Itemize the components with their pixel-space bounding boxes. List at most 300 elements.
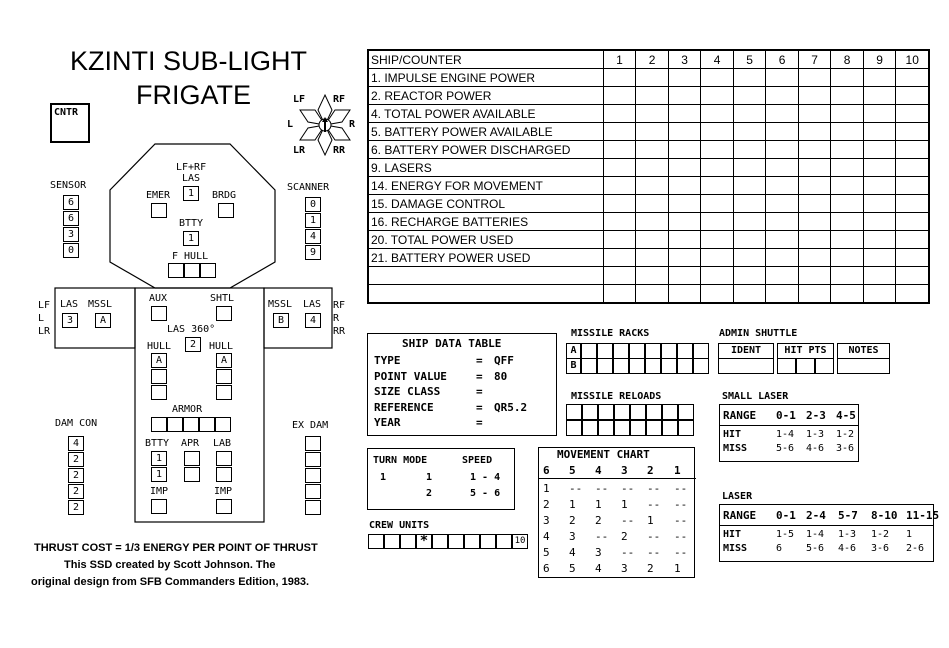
- ship-data-title: SHIP DATA TABLE: [402, 337, 502, 350]
- las360-label: LAS 360°: [167, 324, 216, 335]
- crew-unit-box[interactable]: [448, 534, 464, 549]
- crew-unit-box[interactable]: 10: [512, 534, 528, 549]
- power-cell[interactable]: [863, 141, 896, 159]
- power-cell[interactable]: [863, 231, 896, 249]
- lab-box[interactable]: [216, 451, 232, 466]
- left-laser-box[interactable]: 3: [62, 313, 78, 328]
- movement-cell: --: [621, 546, 635, 559]
- power-cell[interactable]: [766, 195, 799, 213]
- left-hull-box[interactable]: [151, 369, 167, 384]
- scanner-box[interactable]: 4: [305, 229, 321, 244]
- missile-reload-box[interactable]: [566, 404, 582, 420]
- power-cell[interactable]: [733, 123, 766, 141]
- right-arc-label: RF R RR: [333, 300, 346, 337]
- bridge-box[interactable]: [218, 203, 234, 218]
- missile-reload-box[interactable]: [646, 404, 662, 420]
- power-cell[interactable]: [701, 177, 734, 195]
- turn-mode-table: [367, 448, 515, 510]
- shuttle-hit-box[interactable]: [777, 358, 796, 374]
- shuttle-ident-field[interactable]: [718, 358, 774, 374]
- dam-con-box[interactable]: 2: [68, 468, 84, 483]
- shuttle-notes-field[interactable]: [837, 358, 890, 374]
- compass-rr: RR: [333, 145, 346, 156]
- missile-reload-box[interactable]: [678, 420, 694, 436]
- power-cell[interactable]: [733, 195, 766, 213]
- power-cell[interactable]: [636, 213, 669, 231]
- sensor-box[interactable]: 0: [63, 243, 79, 258]
- power-cell[interactable]: [831, 141, 864, 159]
- crew-unit-box[interactable]: [400, 534, 416, 549]
- laser-miss-value: 5-6: [806, 543, 825, 554]
- missile-rack-box[interactable]: [597, 343, 613, 359]
- power-row: [368, 105, 929, 123]
- power-cell[interactable]: [798, 87, 831, 105]
- power-row: [368, 285, 929, 304]
- missile-rack-box[interactable]: [581, 358, 597, 374]
- power-cell[interactable]: [896, 105, 929, 123]
- ex-dam-box[interactable]: [305, 500, 321, 515]
- crew-unit-box[interactable]: *: [416, 534, 432, 549]
- crew-unit-box[interactable]: [464, 534, 480, 549]
- left-hull-box[interactable]: [151, 385, 167, 400]
- power-cell[interactable]: [896, 285, 929, 304]
- missile-rack-box[interactable]: [581, 343, 597, 359]
- power-cell[interactable]: [766, 123, 799, 141]
- power-cell[interactable]: [603, 141, 636, 159]
- laser-hit-value: HIT: [723, 529, 742, 540]
- power-cell[interactable]: [798, 213, 831, 231]
- power-cell[interactable]: [701, 231, 734, 249]
- power-cell[interactable]: [798, 159, 831, 177]
- sensor-box[interactable]: 6: [63, 211, 79, 226]
- power-cell[interactable]: [668, 231, 701, 249]
- power-cell[interactable]: [863, 249, 896, 267]
- emer-box[interactable]: [151, 203, 167, 218]
- missile-rack-label: A: [566, 343, 581, 359]
- power-cell[interactable]: [668, 105, 701, 123]
- power-cell[interactable]: [798, 249, 831, 267]
- power-cell[interactable]: [701, 285, 734, 304]
- credit-line1: This SSD created by Scott Johnson. The: [64, 559, 276, 571]
- movement-cell: 2: [569, 514, 576, 527]
- power-cell[interactable]: [863, 159, 896, 177]
- aux-box[interactable]: [151, 306, 167, 321]
- counter-column-header: 10: [896, 50, 929, 69]
- movement-cell: 2: [621, 530, 628, 543]
- power-cell[interactable]: [701, 159, 734, 177]
- dam-con-box[interactable]: 4: [68, 436, 84, 451]
- small_laser-range-header: 0-1: [776, 409, 796, 422]
- armor-box[interactable]: [151, 417, 167, 432]
- power-cell[interactable]: [798, 195, 831, 213]
- power-cell[interactable]: [733, 87, 766, 105]
- power-cell[interactable]: [701, 87, 734, 105]
- power-cell[interactable]: [896, 141, 929, 159]
- small_laser-miss-value: 4-6: [806, 443, 825, 454]
- laser-range-header: 11-15: [906, 509, 940, 522]
- power-cell[interactable]: [668, 213, 701, 231]
- power-cell[interactable]: [603, 87, 636, 105]
- missile-reload-box[interactable]: [646, 420, 662, 436]
- power-cell[interactable]: [831, 177, 864, 195]
- power-cell[interactable]: [766, 177, 799, 195]
- armor-box[interactable]: [215, 417, 231, 432]
- power-cell[interactable]: [603, 159, 636, 177]
- title-line2: FRIGATE: [136, 80, 252, 110]
- missile-rack-box[interactable]: [693, 358, 709, 374]
- power-cell[interactable]: [701, 69, 734, 87]
- power-cell[interactable]: [701, 195, 734, 213]
- crew-units-title: CREW UNITS: [369, 520, 430, 531]
- power-cell[interactable]: [603, 267, 636, 285]
- apr-box[interactable]: [184, 467, 200, 482]
- power-cell[interactable]: [766, 267, 799, 285]
- power-cell[interactable]: [603, 177, 636, 195]
- missile-racks-title: MISSILE RACKS: [571, 328, 650, 339]
- f-hull-box[interactable]: [184, 263, 200, 278]
- power-cell[interactable]: [863, 195, 896, 213]
- crew-unit-box[interactable]: [368, 534, 384, 549]
- right-missile-box[interactable]: B: [273, 313, 289, 328]
- crew-unit-box[interactable]: [384, 534, 400, 549]
- right-las-label: LAS: [303, 299, 322, 310]
- power-cell[interactable]: [733, 69, 766, 87]
- movement-cell: 3: [595, 546, 602, 559]
- power-row-label: 9. LASERS: [368, 159, 603, 177]
- power-cell[interactable]: [701, 105, 734, 123]
- ex-dam-box[interactable]: [305, 436, 321, 451]
- power-cell[interactable]: [701, 141, 734, 159]
- power-cell[interactable]: [863, 285, 896, 304]
- right-mssl-label: MSSL: [268, 299, 293, 310]
- power-row-label: 21. BATTERY POWER USED: [368, 249, 603, 267]
- movement-cell: 1: [647, 514, 654, 527]
- power-cell[interactable]: [733, 177, 766, 195]
- armor-box[interactable]: [167, 417, 183, 432]
- shuttle-hit-box[interactable]: [815, 358, 834, 374]
- right-laser-box[interactable]: 4: [305, 313, 321, 328]
- dam-con-box[interactable]: 2: [68, 484, 84, 499]
- power-cell[interactable]: [636, 87, 669, 105]
- missile-rack-box[interactable]: [629, 343, 645, 359]
- power-cell[interactable]: [668, 195, 701, 213]
- power-cell[interactable]: [863, 87, 896, 105]
- power-cell[interactable]: [701, 249, 734, 267]
- power-cell[interactable]: [701, 267, 734, 285]
- movement-cell: 3: [543, 514, 550, 527]
- apr-box[interactable]: [184, 451, 200, 466]
- power-cell[interactable]: [733, 249, 766, 267]
- ex-dam-label: EX DAM: [292, 420, 329, 431]
- power-cell[interactable]: [766, 69, 799, 87]
- power-cell[interactable]: [733, 285, 766, 304]
- turn-speed-value: 2: [426, 488, 433, 499]
- movement-cell: 2: [595, 514, 602, 527]
- missile-reload-box[interactable]: [662, 420, 678, 436]
- power-row: [368, 249, 929, 267]
- power-cell[interactable]: [896, 177, 929, 195]
- counter-column-header: 1: [603, 50, 636, 69]
- power-cell[interactable]: [668, 285, 701, 304]
- armor-box[interactable]: [199, 417, 215, 432]
- power-cell[interactable]: [863, 213, 896, 231]
- btty-rear-label: BTTY: [145, 438, 170, 449]
- missile-reload-box[interactable]: [614, 420, 630, 436]
- power-cell[interactable]: [766, 159, 799, 177]
- power-cell[interactable]: [766, 141, 799, 159]
- power-cell[interactable]: [636, 285, 669, 304]
- power-cell[interactable]: [896, 195, 929, 213]
- battery-rear-box[interactable]: 1: [151, 451, 167, 466]
- movement-cell: 5: [569, 562, 576, 575]
- title-line1: KZINTI SUB-LIGHT: [70, 46, 308, 76]
- counter-column-header: 9: [863, 50, 896, 69]
- power-cell[interactable]: [831, 159, 864, 177]
- missile-rack-box[interactable]: [613, 343, 629, 359]
- missile-reload-box[interactable]: [582, 420, 598, 436]
- power-cell[interactable]: [603, 105, 636, 123]
- movement-cell: 1: [595, 498, 602, 511]
- power-cell[interactable]: [798, 123, 831, 141]
- scanner-label: SCANNER: [287, 182, 330, 193]
- power-cell[interactable]: [603, 213, 636, 231]
- power-cell[interactable]: [863, 177, 896, 195]
- power-cell[interactable]: [636, 123, 669, 141]
- missile-rack-box[interactable]: [645, 358, 661, 374]
- front-laser-box[interactable]: 1: [183, 186, 199, 201]
- front-arc-label: LF+RF: [176, 162, 207, 173]
- power-cell[interactable]: [896, 231, 929, 249]
- dam-con-box[interactable]: 2: [68, 500, 84, 515]
- missile-rack-box[interactable]: [677, 343, 693, 359]
- power-cell[interactable]: [668, 123, 701, 141]
- compass-lf: LF: [293, 94, 306, 105]
- laser-range-header: 5-7: [838, 509, 858, 522]
- left-hull-label: HULL: [147, 341, 172, 352]
- power-cell[interactable]: [831, 213, 864, 231]
- right-hull-box[interactable]: A: [216, 353, 232, 368]
- power-cell[interactable]: [863, 69, 896, 87]
- power-cell[interactable]: [668, 69, 701, 87]
- power-cell[interactable]: [831, 69, 864, 87]
- sensor-box[interactable]: 6: [63, 195, 79, 210]
- shtl-label: SHTL: [210, 293, 235, 304]
- power-cell[interactable]: [896, 87, 929, 105]
- ex-dam-box[interactable]: [305, 484, 321, 499]
- right-hull-box[interactable]: [216, 369, 232, 384]
- power-cell[interactable]: [863, 105, 896, 123]
- crew-unit-box[interactable]: [432, 534, 448, 549]
- scanner-box[interactable]: 9: [305, 245, 321, 260]
- power-cell[interactable]: [603, 195, 636, 213]
- f-hull-box[interactable]: [200, 263, 216, 278]
- crew-unit-box[interactable]: [480, 534, 496, 549]
- counter-column-header: 4: [701, 50, 734, 69]
- power-cell[interactable]: [798, 69, 831, 87]
- power-row-label: 5. BATTERY POWER AVAILABLE: [368, 123, 603, 141]
- power-cell[interactable]: [668, 267, 701, 285]
- power-cell[interactable]: [831, 267, 864, 285]
- left-las-label: LAS: [60, 299, 79, 310]
- power-cell[interactable]: [766, 105, 799, 123]
- power-cell[interactable]: [733, 231, 766, 249]
- laser-hit-value: 1-5: [776, 529, 795, 540]
- power-cell[interactable]: [831, 123, 864, 141]
- power-cell[interactable]: [668, 159, 701, 177]
- movement-cell: 2: [543, 498, 550, 511]
- sensor-box[interactable]: 3: [63, 227, 79, 242]
- battery-front-box[interactable]: 1: [183, 231, 199, 246]
- power-cell[interactable]: [896, 159, 929, 177]
- power-cell[interactable]: [831, 87, 864, 105]
- missile-reload-box[interactable]: [582, 404, 598, 420]
- power-cell[interactable]: [668, 141, 701, 159]
- power-cell[interactable]: [863, 123, 896, 141]
- power-cell[interactable]: [831, 231, 864, 249]
- power-cell[interactable]: [636, 159, 669, 177]
- power-cell[interactable]: [668, 249, 701, 267]
- ship-data-eq: =: [476, 400, 483, 414]
- power-cell[interactable]: [863, 267, 896, 285]
- left-hull-box[interactable]: A: [151, 353, 167, 368]
- ship-data-key: SIZE CLASS: [374, 385, 441, 398]
- left-missile-box[interactable]: A: [95, 313, 111, 328]
- power-cell[interactable]: [636, 69, 669, 87]
- power-cell[interactable]: [668, 87, 701, 105]
- lab-box[interactable]: [216, 467, 232, 482]
- power-cell[interactable]: [831, 195, 864, 213]
- power-cell[interactable]: [831, 285, 864, 304]
- missile-rack-box[interactable]: [693, 343, 709, 359]
- power-cell[interactable]: [636, 105, 669, 123]
- ship-data-key: YEAR: [374, 416, 401, 429]
- scanner-box[interactable]: 0: [305, 197, 321, 212]
- shuttle-box[interactable]: [216, 306, 232, 321]
- power-cell[interactable]: [636, 249, 669, 267]
- power-cell[interactable]: [733, 213, 766, 231]
- turn-mode-value: 1: [380, 472, 387, 483]
- missile-reload-box[interactable]: [566, 420, 582, 436]
- power-cell[interactable]: [603, 285, 636, 304]
- power-cell[interactable]: [603, 69, 636, 87]
- power-cell[interactable]: [733, 159, 766, 177]
- power-cell[interactable]: [733, 267, 766, 285]
- ex-dam-box[interactable]: [305, 468, 321, 483]
- thrust-note: THRUST COST = 1/3 ENERGY PER POINT OF THRUST: [34, 542, 318, 554]
- small_laser-miss-value: 5-6: [776, 443, 795, 454]
- power-cell[interactable]: [798, 267, 831, 285]
- missile-rack-box[interactable]: [613, 358, 629, 374]
- power-cell[interactable]: [701, 213, 734, 231]
- laser-title: LASER: [722, 491, 753, 502]
- missile-rack-box[interactable]: [661, 358, 677, 374]
- las360-box[interactable]: 2: [185, 337, 201, 352]
- power-row-label: 15. DAMAGE CONTROL: [368, 195, 603, 213]
- dam-con-box[interactable]: 2: [68, 452, 84, 467]
- missile-reload-box[interactable]: [598, 420, 614, 436]
- movement-speed-header: 4: [595, 464, 602, 477]
- power-cell[interactable]: [766, 87, 799, 105]
- power-cell[interactable]: [668, 177, 701, 195]
- missile-reload-box[interactable]: [678, 404, 694, 420]
- power-cell[interactable]: [896, 123, 929, 141]
- missile-rack-box[interactable]: [645, 343, 661, 359]
- power-cell[interactable]: [766, 231, 799, 249]
- power-cell[interactable]: [766, 249, 799, 267]
- ship-data-key: REFERENCE: [374, 400, 434, 414]
- power-cell[interactable]: [798, 285, 831, 304]
- f-hull-box[interactable]: [168, 263, 184, 278]
- power-cell[interactable]: [733, 141, 766, 159]
- apr-label: APR: [181, 438, 200, 449]
- missile-reload-box[interactable]: [662, 404, 678, 420]
- power-row: [368, 267, 929, 285]
- battery-rear-box[interactable]: 1: [151, 467, 167, 482]
- right-imp-label: IMP: [214, 486, 233, 497]
- left-impulse-box[interactable]: [151, 499, 167, 514]
- power-row-label: [368, 285, 603, 304]
- crew-unit-box[interactable]: [496, 534, 512, 549]
- ex-dam-box[interactable]: [305, 452, 321, 467]
- power-cell[interactable]: [896, 249, 929, 267]
- power-cell[interactable]: [896, 267, 929, 285]
- ship-data-eq: =: [476, 416, 483, 429]
- shuttle-hit-box[interactable]: [796, 358, 815, 374]
- right-impulse-box[interactable]: [216, 499, 232, 514]
- right-hull-box[interactable]: [216, 385, 232, 400]
- armor-box[interactable]: [183, 417, 199, 432]
- power-cell[interactable]: [798, 231, 831, 249]
- missile-reload-box[interactable]: [630, 404, 646, 420]
- missile-rack-box[interactable]: [661, 343, 677, 359]
- power-cell[interactable]: [896, 69, 929, 87]
- power-cell[interactable]: [603, 123, 636, 141]
- aux-label: AUX: [149, 293, 168, 304]
- power-cell[interactable]: [636, 267, 669, 285]
- power-cell[interactable]: [766, 213, 799, 231]
- power-cell[interactable]: [603, 231, 636, 249]
- power-cell[interactable]: [733, 105, 766, 123]
- power-table-header-row: [368, 50, 929, 69]
- small_laser-range-header: 2-3: [806, 409, 826, 422]
- power-cell[interactable]: [636, 195, 669, 213]
- power-row: [368, 87, 929, 105]
- missile-rack-box[interactable]: [597, 358, 613, 374]
- missile-reload-box[interactable]: [630, 420, 646, 436]
- missile-rack-box[interactable]: [629, 358, 645, 374]
- laser-range-header: RANGE: [723, 509, 757, 522]
- power-cell[interactable]: [603, 249, 636, 267]
- power-cell[interactable]: [766, 285, 799, 304]
- power-cell[interactable]: [831, 105, 864, 123]
- power-cell[interactable]: [896, 213, 929, 231]
- power-cell[interactable]: [798, 177, 831, 195]
- scanner-box[interactable]: 1: [305, 213, 321, 228]
- power-cell[interactable]: [636, 177, 669, 195]
- laser-miss-value: MISS: [723, 543, 748, 554]
- power-cell[interactable]: [831, 249, 864, 267]
- power-cell[interactable]: [636, 141, 669, 159]
- movement-speed-header: 6: [543, 464, 550, 477]
- missile-reload-box[interactable]: [614, 404, 630, 420]
- power-cell[interactable]: [636, 231, 669, 249]
- ship-data-value: QFF: [494, 354, 514, 367]
- power-cell[interactable]: [798, 105, 831, 123]
- power-cell[interactable]: [798, 141, 831, 159]
- power-cell[interactable]: [701, 123, 734, 141]
- missile-rack-box[interactable]: [677, 358, 693, 374]
- missile-reload-box[interactable]: [598, 404, 614, 420]
